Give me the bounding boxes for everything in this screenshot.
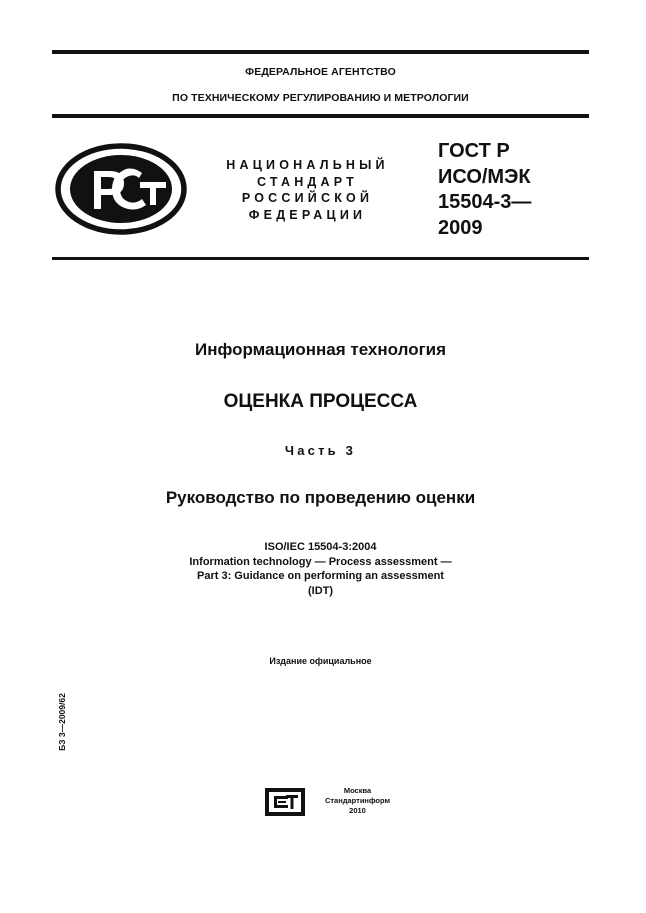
lower-rule [52,257,589,260]
national-standard-line2: СТАНДАРТ [257,174,358,189]
title-subtitle: Руководство по проведению оценки [165,488,476,507]
title-topic: Информационная технология [194,340,447,359]
international-reference [52,540,589,598]
title-main: ОЦЕНКА ПРОЦЕССА [223,391,418,412]
iso-title-line1: Information technology — Process assessment — [189,555,452,568]
middle-rule [52,114,589,118]
title-part: Часть 3 [284,443,357,458]
top-rule [52,50,589,54]
standartinform-logo-icon [264,787,306,817]
side-code: БЗ 3—2009/62 [57,693,67,751]
edition-label: Издание официальное [269,656,372,666]
designation-line4: 2009 [438,216,483,239]
national-standard-label [210,157,405,223]
rst-logo-icon [54,143,188,235]
national-standard-line4: ФЕДЕРАЦИИ [248,207,367,222]
standard-designation [438,139,588,241]
publisher-city: Москва [343,786,372,795]
publisher-name: Стандартинформ [324,796,391,805]
agency-name-line2: ПО ТЕХНИЧЕСКОМУ РЕГУЛИРОВАНИЮ И МЕТРОЛОГИИ [172,92,469,104]
iso-title-line2: Part 3: Guidance on performing an assessment [197,570,444,582]
national-standard-line3: РОССИЙСКОЙ [241,191,374,205]
publisher-block [310,786,405,816]
agency-name-line1: ФЕДЕРАЛЬНОЕ АГЕНТСТВО [245,66,396,78]
designation-line1: ГОСТ Р [438,140,510,162]
publisher-year: 2010 [349,806,366,815]
designation-line3: 15504-3— [438,191,532,213]
iso-code: ISO/IEC 15504-3:2004 [264,541,377,553]
iso-idt: (IDT) [307,584,334,597]
national-standard-line1: НАЦИОНАЛЬНЫЙ [226,158,389,172]
designation-line2: ИСО/МЭК [438,165,531,188]
